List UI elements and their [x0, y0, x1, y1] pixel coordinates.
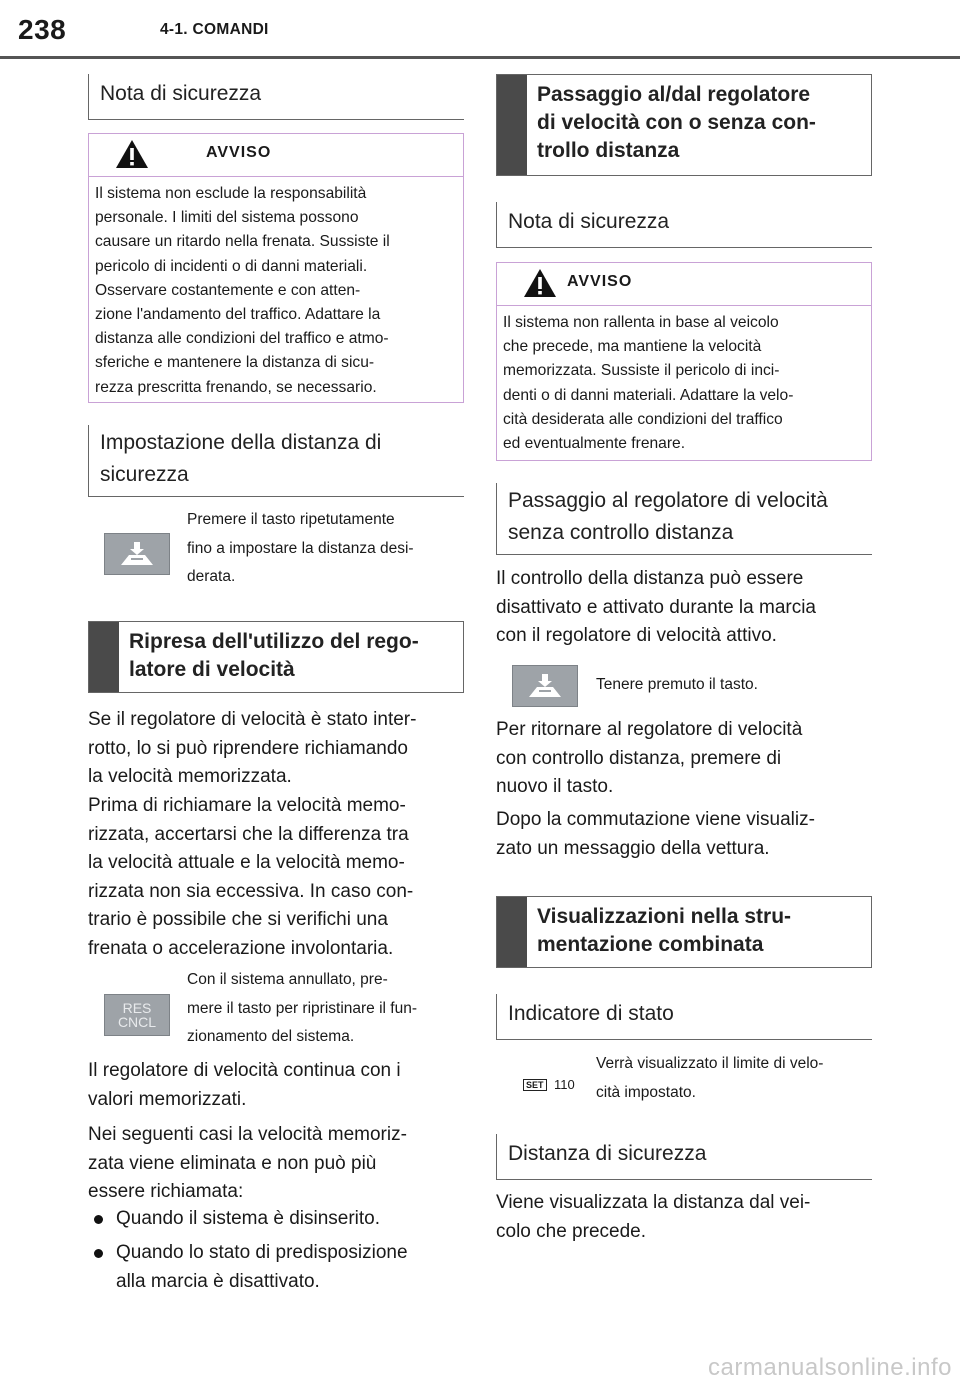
- section-heading-distance-setting: [88, 425, 464, 497]
- description-line: mere il tasto per ripristinare il fun-: [187, 999, 417, 1017]
- section-heading-text: Nota di sicurezza: [100, 82, 262, 105]
- text-line: Prima di richiamare la velocità memo-: [88, 795, 406, 816]
- description-line: fino a impostare la distanza desi-: [187, 539, 414, 557]
- paragraph-resume: [88, 706, 468, 792]
- hold-key-description: Tenere premuto il tasto.: [596, 676, 758, 693]
- description-line: cità impostato.: [596, 1083, 696, 1101]
- text-line: con controllo distanza, premere di: [496, 747, 782, 769]
- paragraph-distance-control: [496, 565, 876, 651]
- section-heading-safety-note: [88, 74, 464, 120]
- warning-line: personale. I limiti del sistema possono: [95, 209, 359, 227]
- warning-triangle-icon: [523, 268, 557, 298]
- description-line: Verrà visualizzato il limite di velo-: [596, 1055, 824, 1072]
- box-heading-text: [537, 81, 863, 165]
- paragraph-return: [496, 716, 876, 802]
- heading-line: mentazione combinata: [537, 933, 764, 956]
- warning-line: sferiche e mantenere la distanza di sicu-: [95, 354, 375, 372]
- description-line: Premere il tasto ripetutamente: [187, 511, 395, 528]
- text-line: Dopo la commutazione viene visualiz-: [496, 809, 815, 830]
- status-indicator-description: [596, 1050, 876, 1107]
- heading-line: Visualizzazioni nella stru-: [537, 905, 792, 928]
- heading-bar: [497, 75, 527, 175]
- warning-line: Osservare costantemente e con atten-: [95, 281, 361, 299]
- heading-bar: [89, 622, 119, 692]
- paragraph-continue: [88, 1057, 468, 1114]
- box-heading-text: [129, 628, 455, 684]
- heading-line: Ripresa dell'utilizzo del rego-: [129, 630, 419, 653]
- text-line: essere richiamata:: [88, 1181, 244, 1202]
- description-line: derata.: [187, 568, 236, 585]
- res-cncl-key-button: [104, 994, 170, 1036]
- section-heading-status-indicator: [496, 994, 872, 1040]
- section-heading-line: Impostazione della distanza di: [100, 431, 382, 454]
- warning-body: [95, 182, 457, 400]
- paragraph-deleted-cases: [88, 1121, 468, 1207]
- warning-line: pericolo di incidenti o di danni materiali.: [95, 257, 368, 275]
- heading-line: trollo distanza: [537, 139, 680, 162]
- text-line: valori memorizzati.: [88, 1088, 247, 1110]
- heading-bar: [497, 897, 527, 967]
- warning-header: [89, 134, 463, 177]
- section-heading-no-distance-control: [496, 483, 872, 555]
- set-badge: SET: [523, 1079, 547, 1091]
- warning-line: cità desiderata alle condizioni del traffico: [503, 410, 783, 428]
- paragraph-distance-display: [496, 1189, 876, 1246]
- text-line: trario è possibile che si verifichi una: [88, 909, 388, 930]
- box-heading-instrument-cluster: [496, 896, 872, 968]
- warning-line: che precede, ma mantiene la velocità: [503, 338, 762, 356]
- section-heading-line: senza controllo distanza: [508, 521, 734, 544]
- warning-line: memorizzata. Sussiste il pericolo di inci-: [503, 362, 780, 380]
- res-cncl-description: [187, 966, 472, 1052]
- warning-title: AVVISO: [206, 144, 272, 161]
- text-line: Il regolatore di velocità continua con i: [88, 1060, 401, 1081]
- box-heading-text: [537, 903, 863, 959]
- text-line: disattivato e attivato durante la marcia: [496, 596, 817, 618]
- text-line: la velocità memorizzata.: [88, 766, 292, 787]
- description-line: Con il sistema annullato, pre-: [187, 971, 388, 988]
- text-line: Il controllo della distanza può essere: [496, 568, 804, 589]
- heading-line: Passaggio al/dal regolatore: [537, 83, 811, 106]
- section-heading-text: Indicatore di stato: [508, 1002, 674, 1025]
- text-line: rizzata, accertarsi che la differenza tra: [88, 823, 409, 845]
- warning-box-2: [496, 262, 872, 461]
- bullet-dot-icon: [94, 1215, 103, 1224]
- warning-line: Il sistema non esclude la responsabilità: [95, 185, 367, 202]
- key-label-cncl: CNCL: [117, 1014, 157, 1030]
- warning-line: ed eventualmente frenare.: [503, 435, 686, 453]
- page-number: 238: [18, 14, 67, 45]
- warning-line: rezza prescritta frenando, se necessario.: [95, 378, 377, 396]
- bullet-text: [116, 1239, 408, 1296]
- text-line: con il regolatore di velocità attivo.: [496, 625, 777, 646]
- text-line: Se il regolatore di velocità è stato inter-: [88, 709, 417, 730]
- warning-body: [503, 311, 865, 456]
- text-line: Nei seguenti casi la velocità memoriz-: [88, 1124, 407, 1145]
- text-line: Per ritornare al regolatore di velocità: [496, 719, 803, 740]
- distance-key-description: [187, 506, 467, 592]
- section-heading-line: sicurezza: [100, 463, 189, 486]
- text-line: nuovo il tasto.: [496, 776, 614, 797]
- bullet-dot-icon: [94, 1249, 103, 1258]
- warning-line: Il sistema non rallenta in base al veicolo: [503, 314, 779, 331]
- warning-header: [497, 263, 871, 306]
- section-heading-safety-distance: [496, 1134, 872, 1180]
- text-line: rizzata non sia eccessiva. In caso con-: [88, 880, 414, 902]
- text-line: alla marcia è disattivato.: [116, 1270, 320, 1292]
- section-heading-safety-note-2: [496, 202, 872, 248]
- set-speed-indicator: [523, 1076, 575, 1093]
- text-line: zata viene eliminata e non può più: [88, 1152, 377, 1174]
- warning-line: causare un ritardo nella frenata. Sussiste il: [95, 233, 390, 251]
- distance-icon: [513, 666, 577, 706]
- section-heading-line: Passaggio al regolatore di velocità: [508, 489, 828, 512]
- text-line: Viene visualizzata la distanza dal vei-: [496, 1192, 811, 1213]
- set-speed-value: 110: [553, 1077, 575, 1093]
- warning-line: zione l'andamento del traffico. Adattare la: [95, 306, 381, 324]
- paragraph-before-recall: [88, 792, 468, 963]
- warning-line: distanza alle condizioni del traffico e atmo-: [95, 330, 389, 348]
- paragraph-after-switch: [496, 806, 876, 863]
- watermark: carmanualsonline.info: [708, 1354, 952, 1381]
- description-line: zionamento del sistema.: [187, 1028, 355, 1045]
- text-line: rotto, lo si può riprendere richiamando: [88, 737, 409, 759]
- header-divider: [0, 56, 960, 59]
- text-line: frenata o accelerazione involontaria.: [88, 937, 394, 959]
- text-line: la velocità attuale e la velocità memo-: [88, 852, 405, 873]
- heading-line: latore di velocità: [129, 658, 295, 681]
- section-heading-text: Nota di sicurezza: [508, 210, 670, 233]
- box-heading-resume: [88, 621, 464, 693]
- distance-key-button: [104, 533, 170, 575]
- warning-box-1: [88, 133, 464, 403]
- heading-line: di velocità con o senza con-: [537, 111, 816, 134]
- distance-icon: [105, 534, 169, 574]
- warning-title: AVVISO: [567, 273, 633, 290]
- warning-line: denti o di danni materiali. Adattare la velo-: [503, 386, 794, 404]
- text-line: zato un messaggio della vettura.: [496, 837, 770, 859]
- warning-triangle-icon: [115, 139, 149, 169]
- box-heading-switch: [496, 74, 872, 176]
- bullet-text: Quando il sistema è disinserito.: [116, 1208, 381, 1229]
- key-label-res: RES: [122, 1000, 152, 1016]
- text-line: Quando lo stato di predisposizione: [116, 1242, 408, 1263]
- distance-key-button-2: [512, 665, 578, 707]
- section-heading-text: Distanza di sicurezza: [508, 1142, 707, 1165]
- chapter-title: 4-1. COMANDI: [160, 21, 269, 38]
- text-line: colo che precede.: [496, 1220, 646, 1242]
